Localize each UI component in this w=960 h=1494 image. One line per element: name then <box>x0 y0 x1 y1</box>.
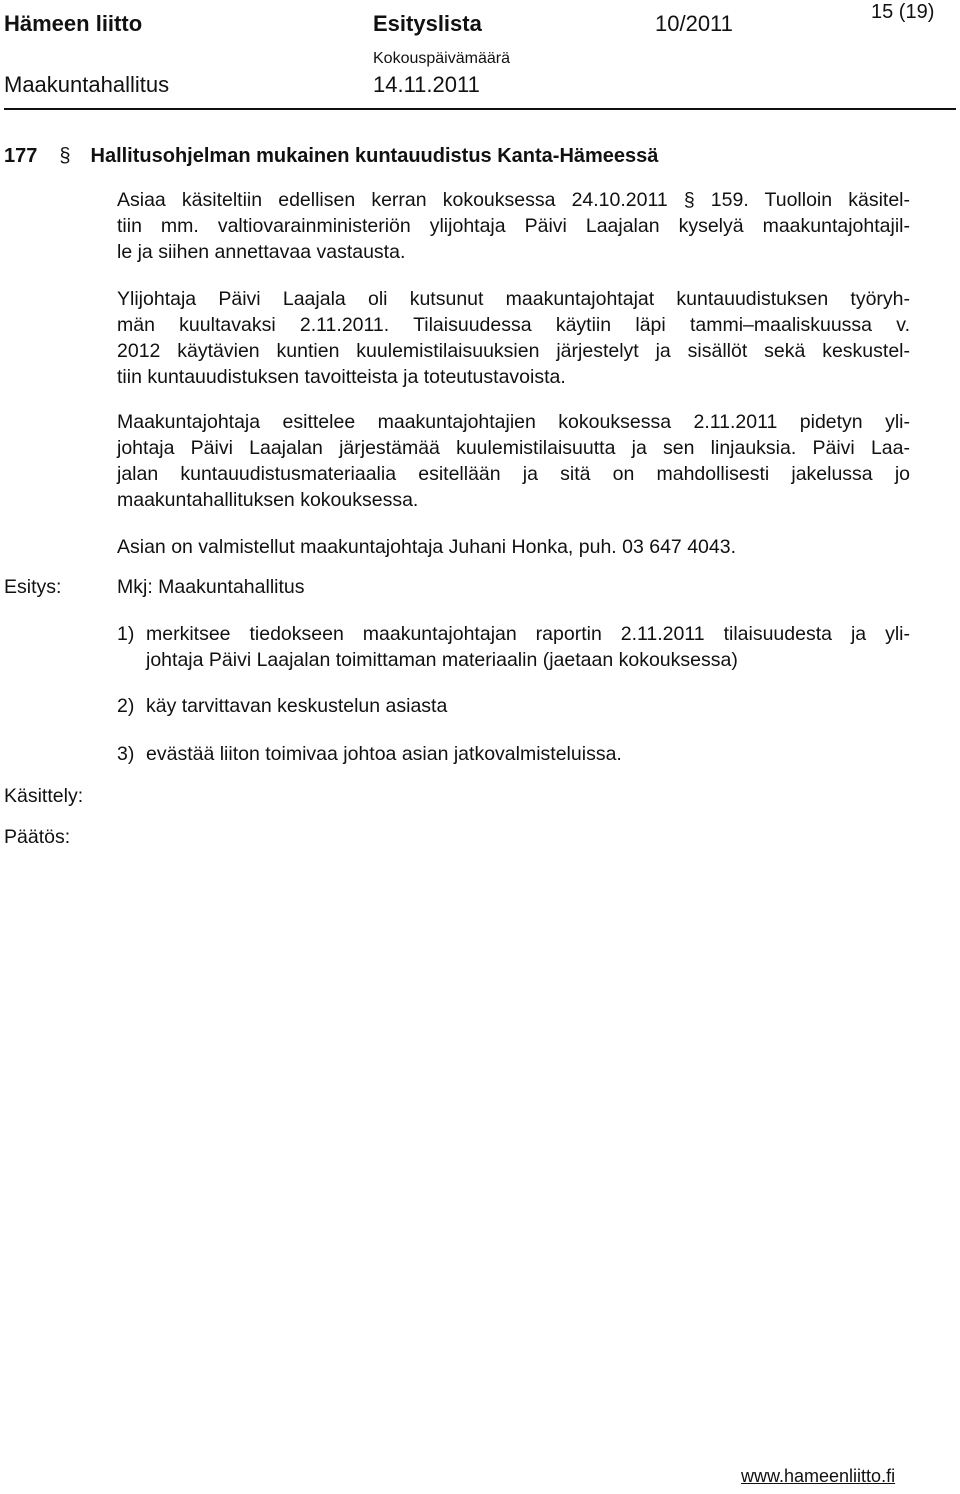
proposal-item <box>117 741 910 767</box>
item-line: merkitsee tiedokseen maakuntajohtajan raportin 2.11.2011 tilaisuudesta ja yli- <box>146 623 910 645</box>
proposal-addressee: Mkj: Maakuntahallitus <box>117 576 305 598</box>
paragraph-line: tiin mm. valtiovarainministeriön ylijohtaja Päivi Laajalan kyselyä maakuntajohtajil- <box>117 215 910 237</box>
proposal-item <box>117 621 910 673</box>
paragraph-line: maakuntahallituksen kokouksessa. <box>117 489 419 511</box>
handling-label: Käsittely: <box>4 785 84 807</box>
section-title: Hallitusohjelman mukainen kuntauudistus Kanta-Hämeessä <box>90 145 659 167</box>
document-type: Esityslista <box>373 11 482 36</box>
section-sign: § <box>59 145 71 167</box>
paragraph-background <box>117 187 910 265</box>
section-heading <box>4 145 658 168</box>
preparer-note: Asian on valmistellut maakuntajohtaja Juhani Honka, puh. 03 647 4043. <box>117 536 736 558</box>
page-number: 15 (19) <box>871 1 935 23</box>
item-number: 2) <box>117 695 135 717</box>
item-line: evästää liiton toimivaa johtoa asian jatkovalmisteluissa. <box>146 743 622 765</box>
organization-name: Hämeen liitto <box>4 11 143 36</box>
paragraph-line: Ylijohtaja Päivi Laajala oli kutsunut maakuntajohtajat kuntauudistuksen työryh- <box>117 288 910 310</box>
paragraph-line: tiin kuntauudistuksen tavoitteista ja toteutustavoista. <box>117 366 566 388</box>
paragraph-meeting <box>117 286 910 390</box>
proposal-label: Esitys: <box>4 576 62 598</box>
meeting-date: 14.11.2011 <box>373 72 480 97</box>
document-number: 10/2011 <box>655 11 733 36</box>
meeting-body: Maakuntahallitus <box>4 72 170 97</box>
paragraph-line: johtaja Päivi Laajalan järjestämää kuulemistilaisuutta ja sen linjauksia. Päivi Laa- <box>117 437 910 459</box>
item-line: johtaja Päivi Laajalan toimittaman materiaalin (jaetaan kokouksessa) <box>146 649 738 671</box>
footer-website-link[interactable]: www.hameenliitto.fi <box>741 1466 896 1486</box>
item-line: käy tarvittavan keskustelun asiasta <box>146 695 448 717</box>
decision-label: Päätös: <box>4 826 71 848</box>
paragraph-line: män kuultavaksi 2.11.2011. Tilaisuudessa käytiin läpi tammi–maaliskuussa v. <box>117 314 910 336</box>
section-number: 177 <box>4 145 38 167</box>
paragraph-line: 2012 käytävien kuntien kuulemistilaisuuksien järjestelyt ja sisällöt sekä keskustel- <box>117 340 910 362</box>
paragraph-line: le ja siihen annettavaa vastausta. <box>117 241 406 263</box>
header-divider <box>4 108 956 110</box>
paragraph-presentation <box>117 409 910 513</box>
item-number: 1) <box>117 623 135 645</box>
paragraph-line: Maakuntajohtaja esittelee maakuntajohtajien kokouksessa 2.11.2011 pidetyn yli- <box>117 411 910 433</box>
date-label: Kokouspäivämäärä <box>373 50 510 67</box>
item-number: 3) <box>117 743 135 765</box>
paragraph-line: Asiaa käsiteltiin edellisen kerran kokouksessa 24.10.2011 § 159. Tuolloin käsitel- <box>117 189 910 211</box>
proposal-item <box>117 693 910 719</box>
paragraph-line: jalan kuntauudistusmateriaalia esitellään ja sitä on mahdollisesti jakelussa jo <box>117 463 910 485</box>
